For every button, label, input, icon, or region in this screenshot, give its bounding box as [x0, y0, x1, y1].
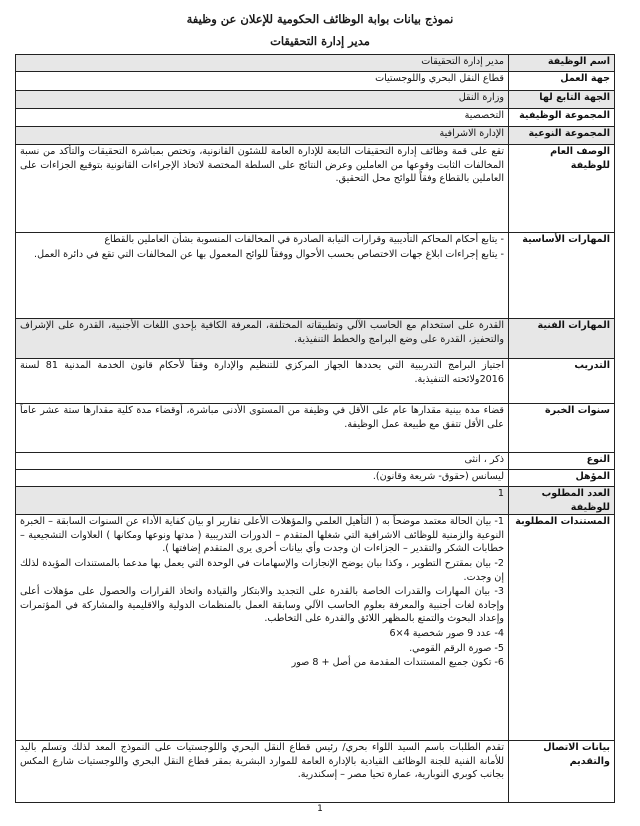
value-technical-skills: القدرة على استخدام مع الحاسب الآلي وتطبيقاته المختلفة، المعرفة الكافية بإحدى اللغات الأجنبية، القدرة على الإشراف والتحفيز، القدرة على وضع البرامج والخطط التنفيذية.	[16, 319, 509, 359]
label-qualitative-group: المجموعة النوعية	[509, 127, 615, 145]
job-data-table	[15, 54, 615, 803]
document-title: نموذج بيانات بوابة الوظائف الحكومية للإعلان عن وظيفة	[186, 12, 454, 26]
label-affiliated: الجهة التابع لها	[509, 91, 615, 109]
row-gender	[16, 453, 615, 470]
page-number: 1	[317, 804, 323, 814]
row-documents	[16, 515, 615, 741]
row-technical-skills	[16, 319, 615, 359]
row-workplace	[16, 72, 615, 91]
label-core-skills: المهارات الأساسية	[509, 233, 615, 319]
label-job-group: المجموعة الوظيفية	[509, 109, 615, 127]
job-title-heading: مدير إدارة التحقيقات	[270, 34, 370, 48]
document-item: 5- صورة الرقم القومي.	[409, 642, 504, 654]
row-contact	[16, 741, 615, 803]
value-core-skills	[16, 233, 509, 319]
value-training: اجتياز البرامج التدريبية التي يحددها الجهاز المركزي للتنظيم والإدارة وفقاً لأحكام قانون الخدمة المدنية 81 لسنة 2016ولائحته التنفيذية.	[16, 359, 509, 404]
value-qualification: ليسانس (حقوق- شريعة وقانون).	[16, 470, 509, 487]
core-skill-item: - يتابع أحكام المحاكم التأديبية وقرارات النيابة الصادرة في المخالفات المنسوبة بشأن العاملين بالقطاع	[104, 234, 504, 245]
row-job-name	[16, 55, 615, 72]
row-description	[16, 145, 615, 233]
document-item: 3- بيان المهارات والقدرات الخاصة بالقدرة على التجديد والابتكار والقيادة واتخاذ القرارات والحصول على مؤهلات أعلى وإجادة لغات أجنبية والمعرفة بعلوم الحاسب الآلي وسابقة العمل بالمنظمات الدولية والاقليمية والمشاركة في المؤتمرات وإعداد البحوث والتمتع بالمظهر اللائق والقدرة على التخاطب.	[20, 586, 504, 625]
label-experience: سنوات الخبرة	[509, 404, 615, 453]
row-affiliated	[16, 91, 615, 109]
label-contact: بيانات الاتصال والتقديم	[509, 741, 615, 803]
value-contact: تقدم الطلبات باسم السيد اللواء بحري/ رئيس قطاع النقل البحري واللوجستيات على النموذج المعد لذلك وتسلم باليد للأمانة الفنية للجنة الوظائف القيادية بالإدارة العامة للموارد البشرية بمقر قطاع النقل البحري واللوجستيات شارع المكس بجانب كوبري النوبارية، عمارة تحيا مصر – إسكندرية.	[16, 741, 509, 803]
row-qualitative-group	[16, 127, 615, 145]
row-experience	[16, 404, 615, 453]
row-job-group	[16, 109, 615, 127]
value-description: تقع على قمة وظائف إدارة التحقيقات التابعة للإدارة العامة للشئون القانونية، وتختص بمباشرة التحقيقات والتأكد من نسبة المخالفات الثابت وقوعها من العاملين وعرض النتائج على السلطة المختصة لاتخاذ الإجراءات القانونية بتوقيع الجزاءات على العاملين بالقطاع وفقاً للوائح محل التحقيق.	[16, 145, 509, 233]
value-workplace: قطاع النقل البحري واللوجستيات	[16, 72, 509, 91]
row-training	[16, 359, 615, 404]
label-qualification: المؤهل	[509, 470, 615, 487]
value-gender: ذكر ، انثى	[16, 453, 509, 470]
document-item: 2- بيان بمقترح التطوير ، وكذا بيان يوضح الإنجازات والإسهامات في الوحدة التي يعمل بها مدعما بالمستندات المؤيدة لذلك إن وجدت.	[20, 558, 504, 583]
value-required-count: 1	[16, 487, 509, 515]
label-gender: النوع	[509, 453, 615, 470]
value-job-name: مدير إدارة التحقيقات	[16, 55, 509, 72]
label-required-count: العدد المطلوب للوظيفة	[509, 487, 615, 515]
value-qualitative-group: الإدارة الاشرافية	[16, 127, 509, 145]
document-item: 1- بيان الحالة معتمد موضحاً به ( التأهيل العلمي والمؤهلات الأعلى تقارير او بيان كفاية الأداء عن السنوات السابقة – الخبرة النوعية والزمنية للوظائف الاشرافية التي شغلها المتقدم – الدورات التدريبية ( مدتها ونوعها ومكانها ) العلاوات التشجيعية – خطابات الشكر والتقدير – الجزاءات ان وجدت وأي بيانات أخرى يرى المتقدم إضافتها ).	[20, 516, 504, 555]
document-item: 6- تكون جميع المستندات المقدمة من أصل + 8 صور	[291, 657, 504, 669]
value-job-group: التخصصية	[16, 109, 509, 127]
label-training: التدريب	[509, 359, 615, 404]
document-item: 4- عدد 9 صور شخصية 4×6	[389, 628, 504, 640]
value-documents	[16, 515, 509, 741]
core-skill-item: - يتابع إجراءات ابلاغ جهات الاختصاص بحسب الأحوال ووفقاً للوائح المعمول بها عن المخالفات التي تقع في دائرة العمل.	[34, 248, 504, 260]
row-required-count	[16, 487, 615, 515]
label-workplace: جهة العمل	[509, 72, 615, 91]
label-documents: المستندات المطلوبة	[509, 515, 615, 741]
label-technical-skills: المهارات الفنية	[509, 319, 615, 359]
value-experience: قضاء مدة بينية مقدارها عام على الأقل في وظيفة من المستوى الأدنى مباشرة، أوقضاء مدة كلية مقدارها ستة عشر عاماً على الأقل تتفق مع طبيعة عمل الوظيفة.	[16, 404, 509, 453]
row-qualification	[16, 470, 615, 487]
label-description: الوصف العام للوظيفة	[509, 145, 615, 233]
label-job-name: اسم الوظيفة	[509, 55, 615, 72]
value-affiliated: وزارة النقل	[16, 91, 509, 109]
row-core-skills	[16, 233, 615, 319]
